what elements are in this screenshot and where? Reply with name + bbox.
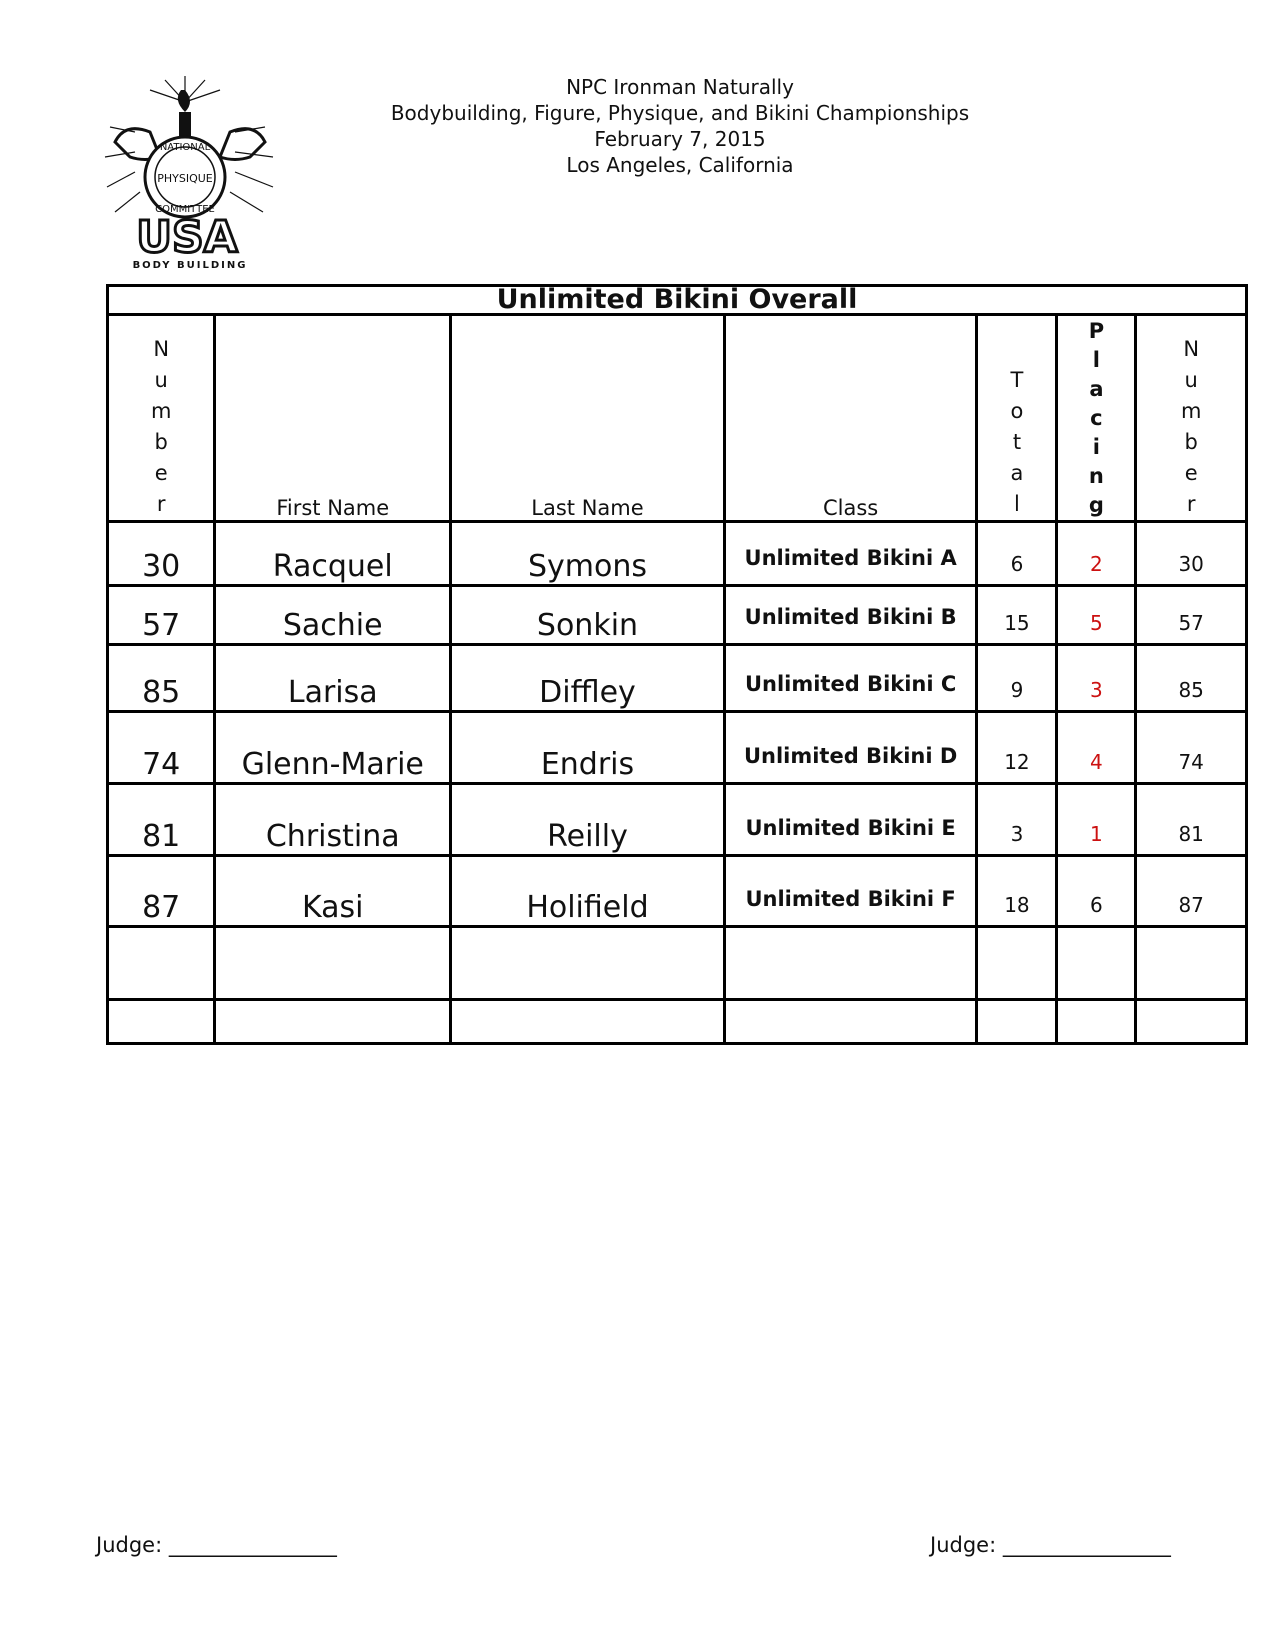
- class-cell: Unlimited Bikini C: [724, 645, 977, 712]
- column-header-row: [108, 315, 1247, 522]
- number-cell: 85: [108, 645, 215, 712]
- event-date: February 7, 2015: [594, 127, 766, 151]
- table-row: [108, 586, 1247, 645]
- last-name-cell: Diffley: [451, 645, 725, 712]
- class-cell: [724, 927, 977, 1000]
- npc-usa-logo: [95, 72, 285, 272]
- number-right-cell: 30: [1136, 522, 1247, 586]
- placing-cell: 4: [1057, 712, 1136, 784]
- first-name-cell: [215, 927, 451, 1000]
- placing-cell: 3: [1057, 645, 1136, 712]
- svg-text:USA: USA: [136, 212, 238, 263]
- number-right-cell: [1136, 927, 1247, 1000]
- total-cell: 15: [977, 586, 1057, 645]
- first-name-cell: Sachie: [215, 586, 451, 645]
- col-number-right: N u m b e r: [1136, 315, 1247, 522]
- col-first-name: First Name: [215, 315, 451, 522]
- placing-cell: 2: [1057, 522, 1136, 586]
- table-row: [108, 645, 1247, 712]
- empty-row: [108, 927, 1247, 1000]
- results-body: [108, 522, 1247, 1044]
- class-cell: Unlimited Bikini A: [724, 522, 977, 586]
- placing-cell: [1057, 927, 1136, 1000]
- table-title: Unlimited Bikini Overall: [108, 286, 1247, 315]
- last-name-cell: [451, 1000, 725, 1044]
- event-subtitle: Bodybuilding, Figure, Physique, and Bikini Championships: [390, 101, 970, 125]
- class-cell: Unlimited Bikini B: [724, 586, 977, 645]
- class-cell: [724, 1000, 977, 1044]
- class-cell: Unlimited Bikini E: [724, 784, 977, 856]
- judge-signature-left: Judge: ________________: [96, 1533, 337, 1557]
- first-name-cell: Christina: [215, 784, 451, 856]
- last-name-cell: [451, 927, 725, 1000]
- number-cell: 87: [108, 856, 215, 927]
- total-cell: 6: [977, 522, 1057, 586]
- table-row: [108, 522, 1247, 586]
- number-right-cell: 85: [1136, 645, 1247, 712]
- first-name-cell: Glenn-Marie: [215, 712, 451, 784]
- first-name-cell: Racquel: [215, 522, 451, 586]
- total-cell: 3: [977, 784, 1057, 856]
- col-number-left: N u m b e r: [108, 315, 215, 522]
- number-right-cell: 87: [1136, 856, 1247, 927]
- number-cell: 30: [108, 522, 215, 586]
- judge-signature-right: Judge: ________________: [930, 1533, 1171, 1557]
- placing-cell: 5: [1057, 586, 1136, 645]
- results-table: [106, 284, 1248, 1045]
- last-name-cell: Symons: [451, 522, 725, 586]
- table-row: [108, 856, 1247, 927]
- empty-row: [108, 1000, 1247, 1044]
- total-cell: 12: [977, 712, 1057, 784]
- event-location: Los Angeles, California: [566, 153, 794, 177]
- last-name-cell: Endris: [451, 712, 725, 784]
- placing-cell: 1: [1057, 784, 1136, 856]
- last-name-cell: Holifield: [451, 856, 725, 927]
- svg-text:BODY BUILDING: BODY BUILDING: [132, 260, 248, 271]
- col-total: T o t a l: [977, 315, 1057, 522]
- placing-cell: 6: [1057, 856, 1136, 927]
- number-right-cell: 57: [1136, 586, 1247, 645]
- class-cell: Unlimited Bikini F: [724, 856, 977, 927]
- total-cell: 18: [977, 856, 1057, 927]
- svg-text:NATIONAL: NATIONAL: [159, 142, 211, 153]
- last-name-cell: Reilly: [451, 784, 725, 856]
- last-name-cell: Sonkin: [451, 586, 725, 645]
- col-last-name: Last Name: [451, 315, 725, 522]
- col-placing: P l a c i n g: [1057, 315, 1136, 522]
- table-row: [108, 712, 1247, 784]
- first-name-cell: [215, 1000, 451, 1044]
- col-class: Class: [724, 315, 977, 522]
- event-name: NPC Ironman Naturally: [566, 75, 794, 99]
- number-right-cell: 74: [1136, 712, 1247, 784]
- total-cell: 9: [977, 645, 1057, 712]
- svg-text:PHYSIQUE: PHYSIQUE: [157, 172, 213, 185]
- first-name-cell: Kasi: [215, 856, 451, 927]
- number-cell: 74: [108, 712, 215, 784]
- number-cell: 81: [108, 784, 215, 856]
- number-cell: 57: [108, 586, 215, 645]
- number-right-cell: [1136, 1000, 1247, 1044]
- class-cell: Unlimited Bikini D: [724, 712, 977, 784]
- number-cell: [108, 1000, 215, 1044]
- number-right-cell: 81: [1136, 784, 1247, 856]
- placing-cell: [1057, 1000, 1136, 1044]
- event-header: [340, 74, 1020, 178]
- total-cell: [977, 1000, 1057, 1044]
- number-cell: [108, 927, 215, 1000]
- total-cell: [977, 927, 1057, 1000]
- first-name-cell: Larisa: [215, 645, 451, 712]
- svg-text:COMMITTEE: COMMITTEE: [155, 204, 215, 215]
- table-row: [108, 784, 1247, 856]
